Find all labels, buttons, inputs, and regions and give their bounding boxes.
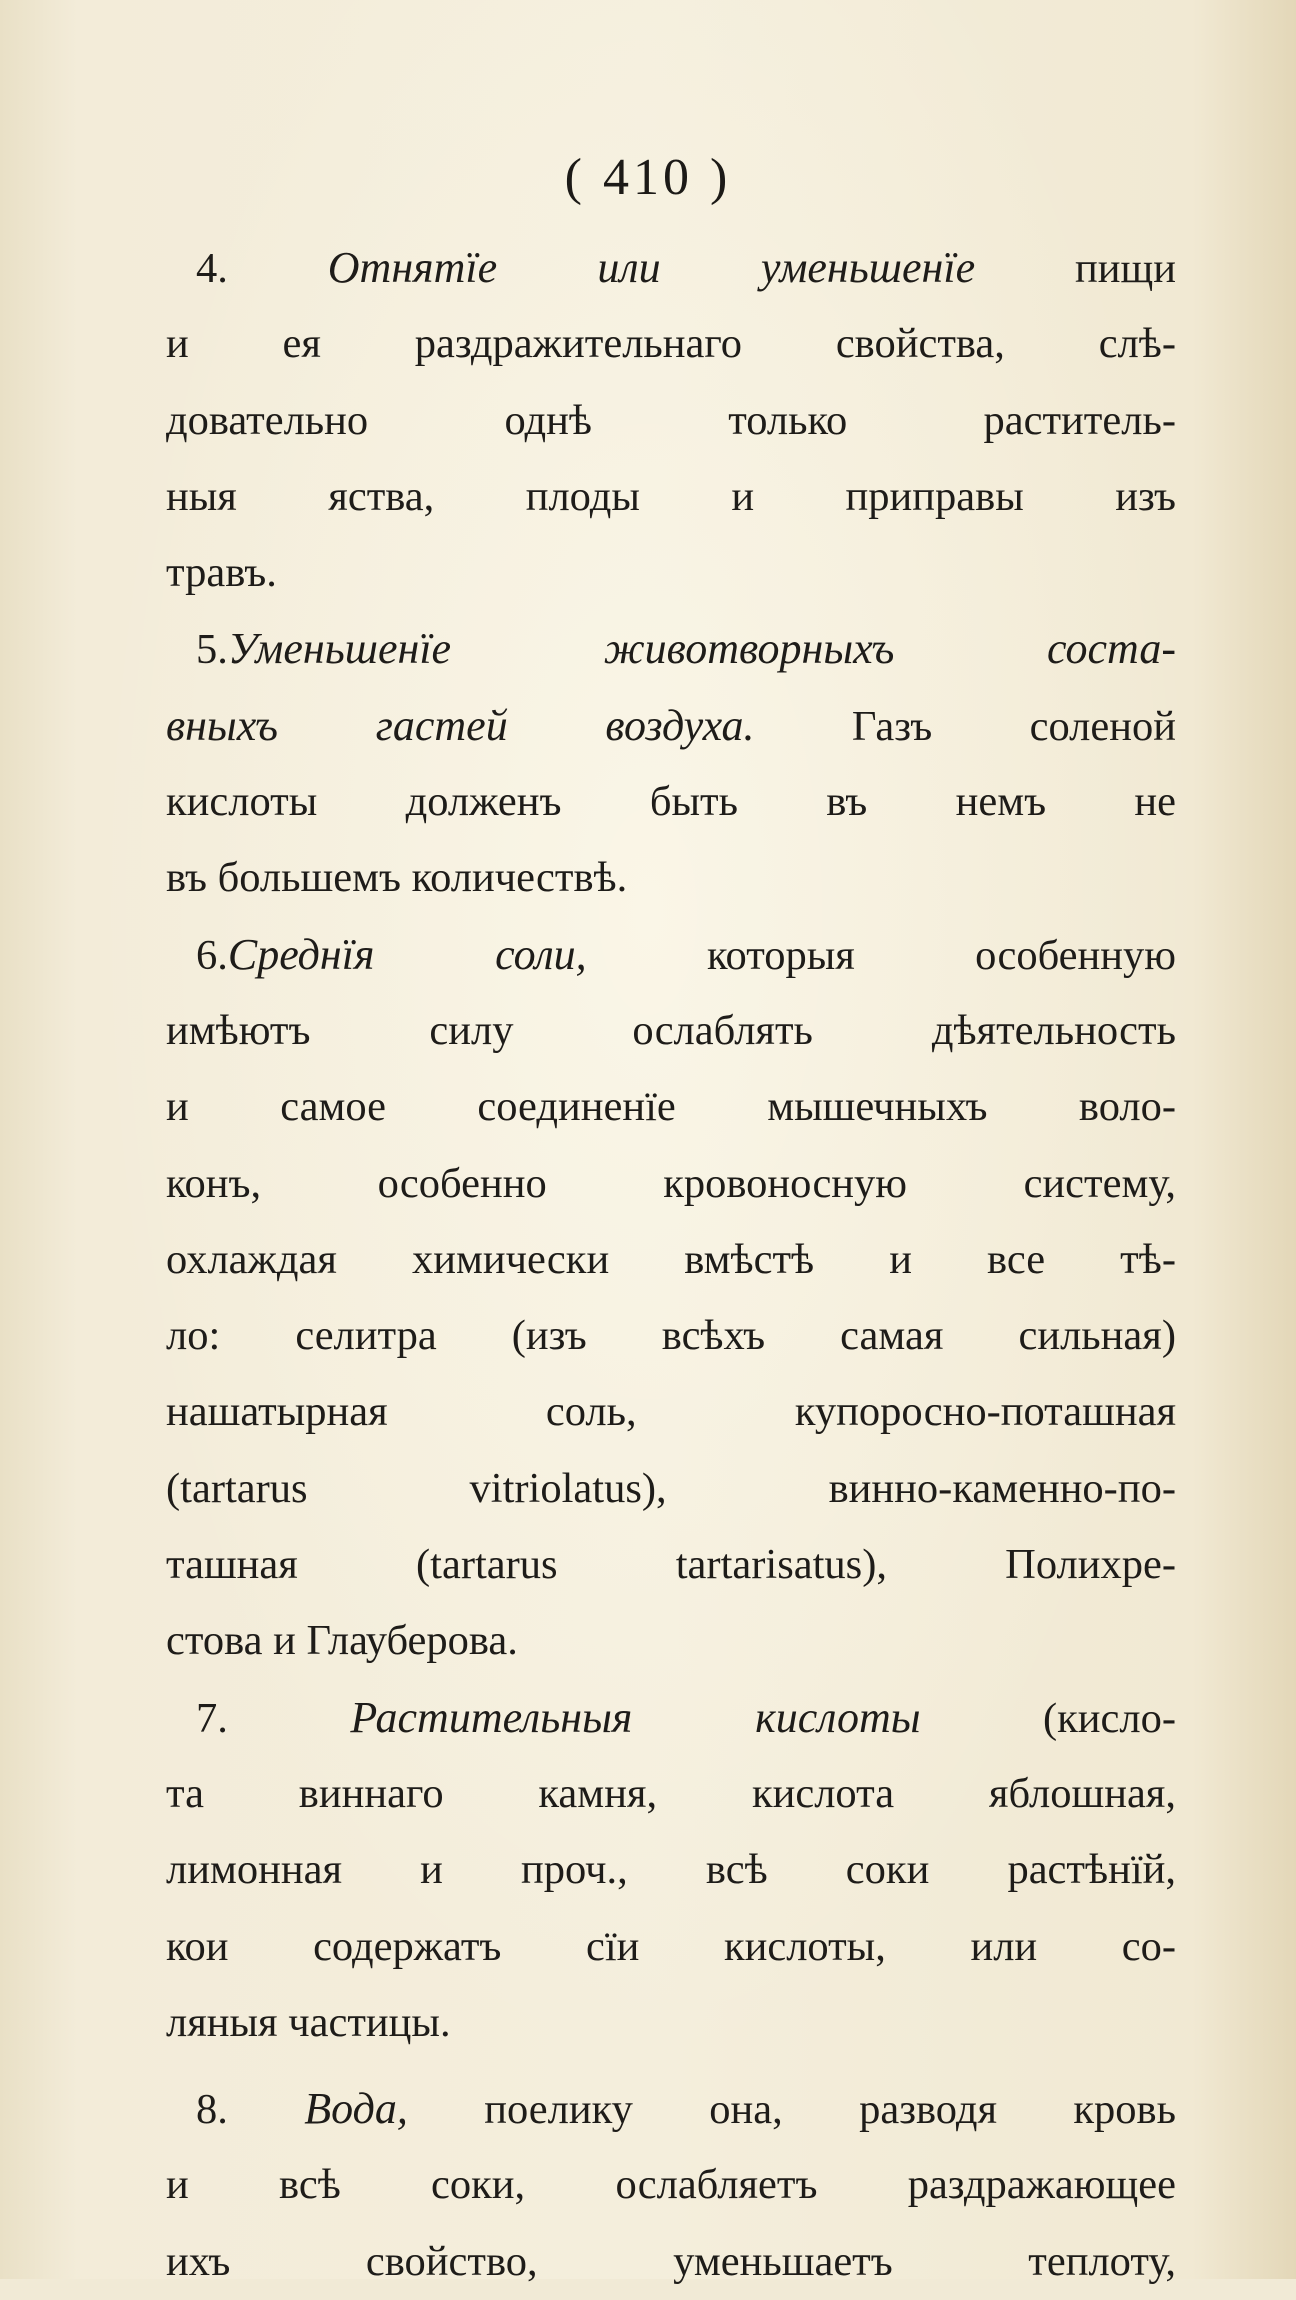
text-span: Газъ соленой (754, 702, 1176, 750)
text-line: и всѣ соки, ослабляетъ раздражающее (166, 2161, 1176, 2209)
text-line: конъ, особенно кровоносную систему, (166, 1159, 1176, 1207)
text-line: и самое соединенїе мышечныхъ воло- (166, 1083, 1176, 1131)
text-line: въ большемъ количествѣ. (166, 854, 628, 902)
italic-heading: Среднїя соли, (227, 929, 587, 979)
text-line (166, 230, 1176, 306)
text-span: которыя особенную (586, 931, 1176, 979)
text-line: и ея раздражительнаго свойства, слѣ- (166, 320, 1176, 368)
text-line: нашатырная соль, купоросно-поташная (166, 1388, 1176, 1436)
item-number: 8. (196, 2086, 228, 2134)
page-number: ( 410 ) (564, 149, 732, 206)
page-body (166, 230, 1176, 2300)
item-number: 6. (196, 931, 228, 979)
italic-heading: Отнятїе или уменьшенїе (327, 243, 976, 292)
text-line (166, 1680, 1176, 1756)
italic-heading: Вода, (304, 2084, 408, 2134)
text-line: стова и Глауберова. (166, 1617, 518, 1665)
item-number: 7. (196, 1694, 228, 1742)
text-line: лимонная и проч., всѣ соки растѣнїй, (166, 1846, 1176, 1894)
text-line: довательно однѣ только раститель- (166, 396, 1176, 444)
text-span: (кисло- (920, 1694, 1176, 1742)
text-line: травъ. (166, 549, 277, 597)
italic-heading: Уменьшенїе животворныхъ соста- (227, 624, 1176, 674)
text-line: ло: селитра (изъ всѣхъ самая сильная) (166, 1312, 1176, 1360)
item-number: 5. (196, 626, 228, 674)
text-line: ляныя частицы. (166, 1998, 451, 2046)
text-line (166, 917, 1176, 993)
text-line: (tartarus vitriolatus), винно-каменно-по- (166, 1464, 1176, 1512)
text-line: кои содержатъ сїи кислоты, или со- (166, 1922, 1176, 1970)
text-line: та виннаго камня, кислота яблошная, (166, 1769, 1176, 1817)
text-line (166, 611, 1176, 687)
text-line: ныя яства, плоды и приправы изъ (166, 472, 1176, 520)
italic-heading: вныхъ гастей воздуха. (166, 700, 755, 750)
text-span: пищи (975, 245, 1176, 292)
text-span: поелику она, разводя кровь (407, 2086, 1177, 2134)
item-number: 4. (196, 245, 228, 292)
text-line: кислоты долженъ быть въ немъ не (166, 778, 1176, 826)
italic-heading: Растительныя кислоты (350, 1692, 921, 1742)
text-line: охлаждая химически вмѣстѣ и все тѣ- (166, 1235, 1176, 1283)
text-line: ихъ свойство, уменьшаетъ теплоту, (166, 2237, 1176, 2285)
text-line (166, 688, 1176, 764)
text-line: ташная (tartarus tartarisatus), Полихре- (166, 1541, 1176, 1589)
text-line: имѣютъ силу ослаблять дѣятельность (166, 1006, 1176, 1054)
text-line (166, 2071, 1176, 2147)
